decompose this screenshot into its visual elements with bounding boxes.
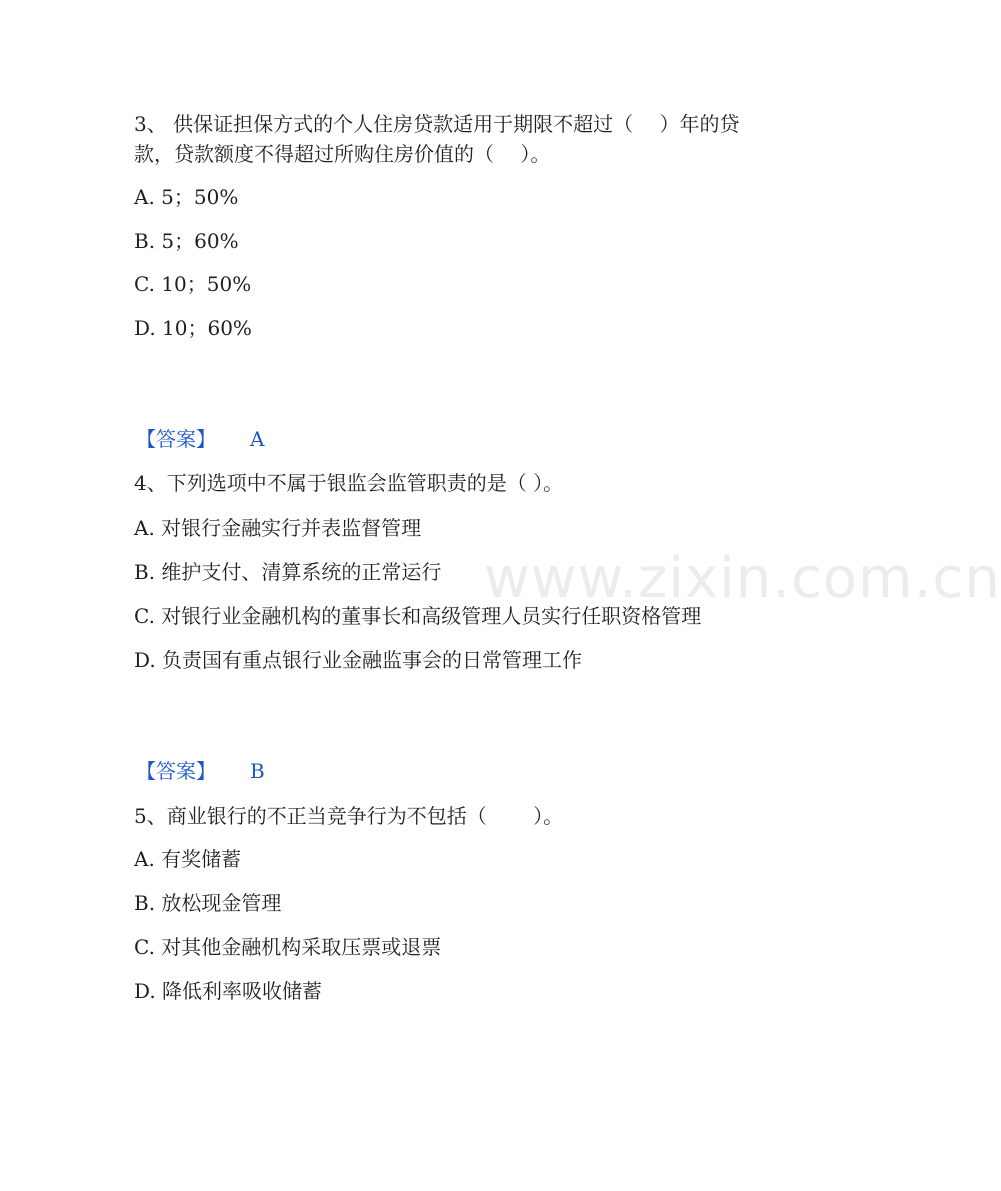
q3-option-d: D. 10；60% — [134, 316, 252, 340]
q4-option-c: C. 对银行业金融机构的董事长和高级管理人员实行任职资格管理 — [134, 604, 702, 628]
q3-answer-tag: 【答案】 — [136, 427, 216, 451]
q3-stem-line-1: 3、 供保证担保方式的个人住房贷款适用于期限不超过（ ）年的贷 — [134, 112, 740, 136]
q4-stem: 4、下列选项中不属于银监会监管职责的是（ ）。 — [134, 471, 564, 495]
q4-option-a: A. 对银行金融实行并表监督管理 — [134, 516, 422, 540]
watermark-text: www.zixin.com.cn — [484, 546, 1001, 611]
q5-option-c: C. 对其他金融机构采取压票或退票 — [134, 935, 442, 959]
q3-option-a: A. 5；50% — [134, 185, 239, 209]
q5-stem: 5、商业银行的不正当竞争行为不包括（ ）。 — [134, 804, 564, 828]
q4-answer-value: B — [250, 759, 265, 783]
q5-option-d: D. 降低利率吸收储蓄 — [134, 979, 323, 1003]
q4-answer-row — [136, 757, 265, 785]
q5-option-b: B. 放松现金管理 — [134, 891, 282, 915]
q5-option-a: A. 有奖储蓄 — [134, 847, 242, 871]
q4-option-d: D. 负责国有重点银行业金融监事会的日常管理工作 — [134, 648, 583, 672]
q3-answer-value: A — [250, 427, 265, 451]
q3-stem-line-2: 款，贷款额度不得超过所购住房价值的（ ）。 — [134, 142, 551, 166]
q3-option-c: C. 10；50% — [134, 272, 252, 296]
q3-answer-row — [136, 425, 264, 453]
q3-option-b: B. 5；60% — [134, 229, 239, 253]
q4-answer-tag: 【答案】 — [136, 759, 216, 783]
q4-option-b: B. 维护支付、清算系统的正常运行 — [134, 560, 442, 584]
